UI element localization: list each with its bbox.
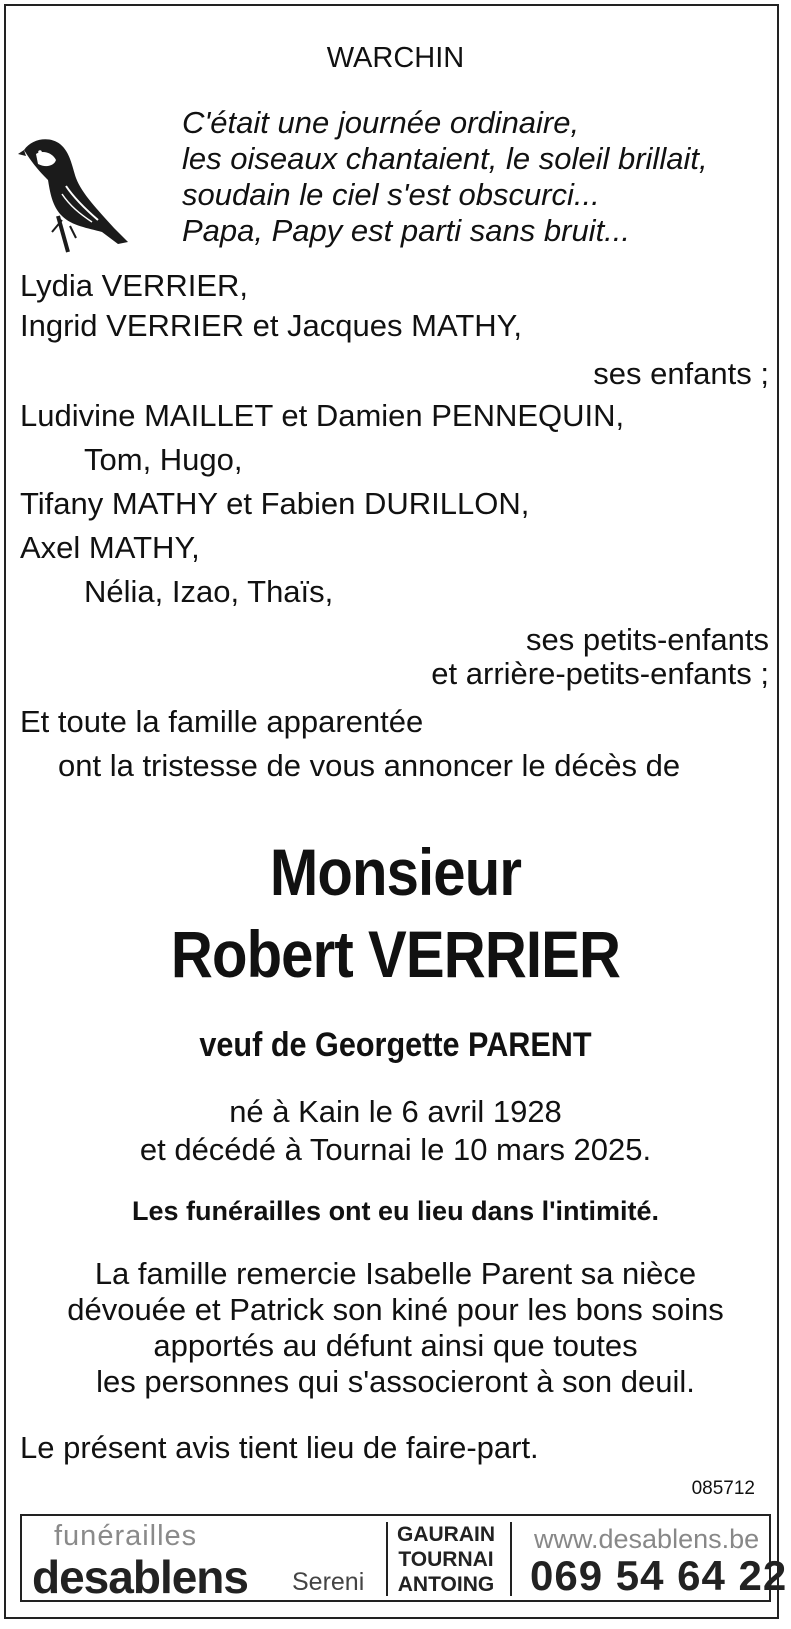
children-role: ses enfants ; — [593, 356, 769, 391]
notice-line: Le présent avis tient lieu de faire-part. — [20, 1430, 539, 1465]
poem-line: C'était une journée ordinaire, — [182, 105, 580, 140]
deceased-title: Monsieur — [269, 835, 522, 909]
widow-of: veuf de Georgette PARENT — [199, 1026, 592, 1064]
divider — [510, 1522, 512, 1596]
thanks-line: apportés au défunt ainsi que toutes — [153, 1328, 638, 1363]
children-line: Lydia VERRIER, — [20, 268, 248, 303]
town-item: TOURNAI — [398, 1548, 494, 1571]
poem — [182, 105, 708, 249]
grandchildren-line: Axel MATHY, — [20, 530, 200, 565]
thanks-line: les personnes qui s'associeront à son deuil. — [96, 1364, 695, 1399]
thanks-line: dévouée et Patrick son kiné pour les bons soins — [67, 1292, 724, 1327]
brand-name: desablens — [32, 1551, 248, 1603]
bird-icon — [18, 132, 134, 254]
death-line: et décédé à Tournai le 10 mars 2025. — [139, 1132, 652, 1167]
town-item: GAURAIN — [397, 1523, 495, 1546]
town-heading: WARCHIN — [326, 42, 465, 74]
relatives-line: Et toute la famille apparentée — [20, 704, 424, 739]
brand-subtitle: funérailles — [54, 1520, 198, 1552]
poem-line: les oiseaux chantaient, le soleil brillait, — [182, 141, 708, 176]
great-grandchildren-line: Tom, Hugo, — [84, 442, 243, 477]
announce-line: ont la tristesse de vous annoncer le décès de — [58, 748, 681, 783]
reference-number: 085712 — [691, 1478, 755, 1499]
funeral-note: Les funérailles ont eu lieu dans l'intimité. — [131, 1196, 660, 1226]
poem-line: Papa, Papy est parti sans bruit... — [182, 213, 631, 248]
funeral-home-banner — [20, 1514, 788, 1603]
grandchildren-line: Tifany MATHY et Fabien DURILLON, — [20, 486, 530, 521]
divider — [386, 1522, 388, 1596]
great-grandchildren-line: Nélia, Izao, Thaïs, — [84, 574, 334, 609]
grandchildren-role: ses petits-enfants — [526, 622, 769, 657]
birth-line: né à Kain le 6 avril 1928 — [229, 1094, 562, 1129]
towns-list — [392, 1522, 500, 1597]
town-item: ANTOING — [397, 1573, 495, 1596]
thanks-line: La famille remercie Isabelle Parent sa nièce — [94, 1256, 697, 1291]
brand-tag: Sereni — [292, 1568, 365, 1596]
great-grandchildren-role: et arrière-petits-enfants ; — [431, 656, 769, 691]
phone-number[interactable]: 069 54 64 22 — [530, 1552, 788, 1599]
poem-line: soudain le ciel s'est obscurci... — [182, 177, 600, 212]
website-link[interactable]: www.desablens.be — [534, 1524, 760, 1554]
children-line: Ingrid VERRIER et Jacques MATHY, — [20, 308, 522, 343]
grandchildren-line: Ludivine MAILLET et Damien PENNEQUIN, — [20, 398, 625, 433]
deceased-name: Robert VERRIER — [170, 917, 621, 991]
